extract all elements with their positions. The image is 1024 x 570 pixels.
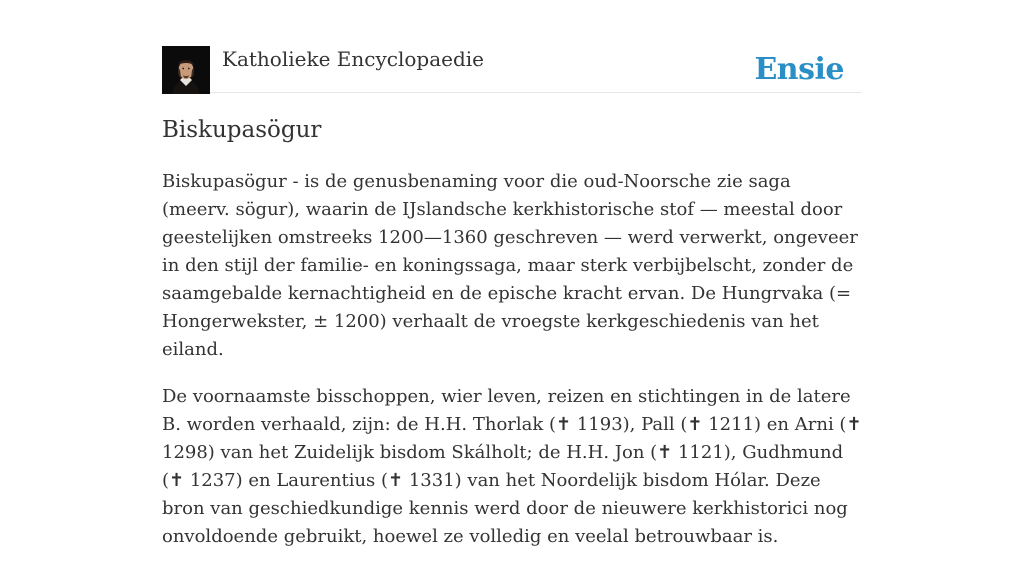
portrait-avatar-icon[interactable] <box>162 46 210 94</box>
article-body <box>162 168 862 570</box>
page-title: Biskupasögur <box>162 117 322 143</box>
article-paragraph-1: Biskupasögur - is de genusbenaming voor die oud-Noorsche zie saga (meerv. sögur), waarin de IJslandsche kerkhistorische stof — meestal door geestelijken omstreeks 1200—1360 geschreven — werd verwerkt, ongeveer in den stijl der familie- en koningssaga, maar sterk verbijbelscht, zonder de saamgebalde kernachtigheid en de epische kracht ervan. De Hungrvaka (= Hongerwekster, ± 1200) verhaalt de vroegste kerkgeschiedenis van het eiland. <box>162 171 858 360</box>
header <box>162 44 862 93</box>
article-paragraph-2: De voornaamste bisschoppen, wier leven, reizen en stichtingen in de latere B. worden verhaald, zijn: de H.H. Thorlak (✝ 1193), Pall (✝ 1211) en Arni (✝ 1298) van het Zuidelijk bisdom Skálholt; de H.H. Jon (✝ 1121), Gudhmund (✝ 1237) en Laurentius (✝ 1331) van het Noordelijk bisdom Hólar. Deze bron van geschiedkundige kennis werd door de nieuwere kerkhistorici nog onvoldoende gebruikt, hoewel ze volledig en veelal betrouwbaar is. <box>162 386 862 547</box>
ensie-logo-link[interactable]: Ensie <box>754 52 844 87</box>
source-name-link[interactable]: Katholieke Encyclopaedie <box>222 47 484 71</box>
